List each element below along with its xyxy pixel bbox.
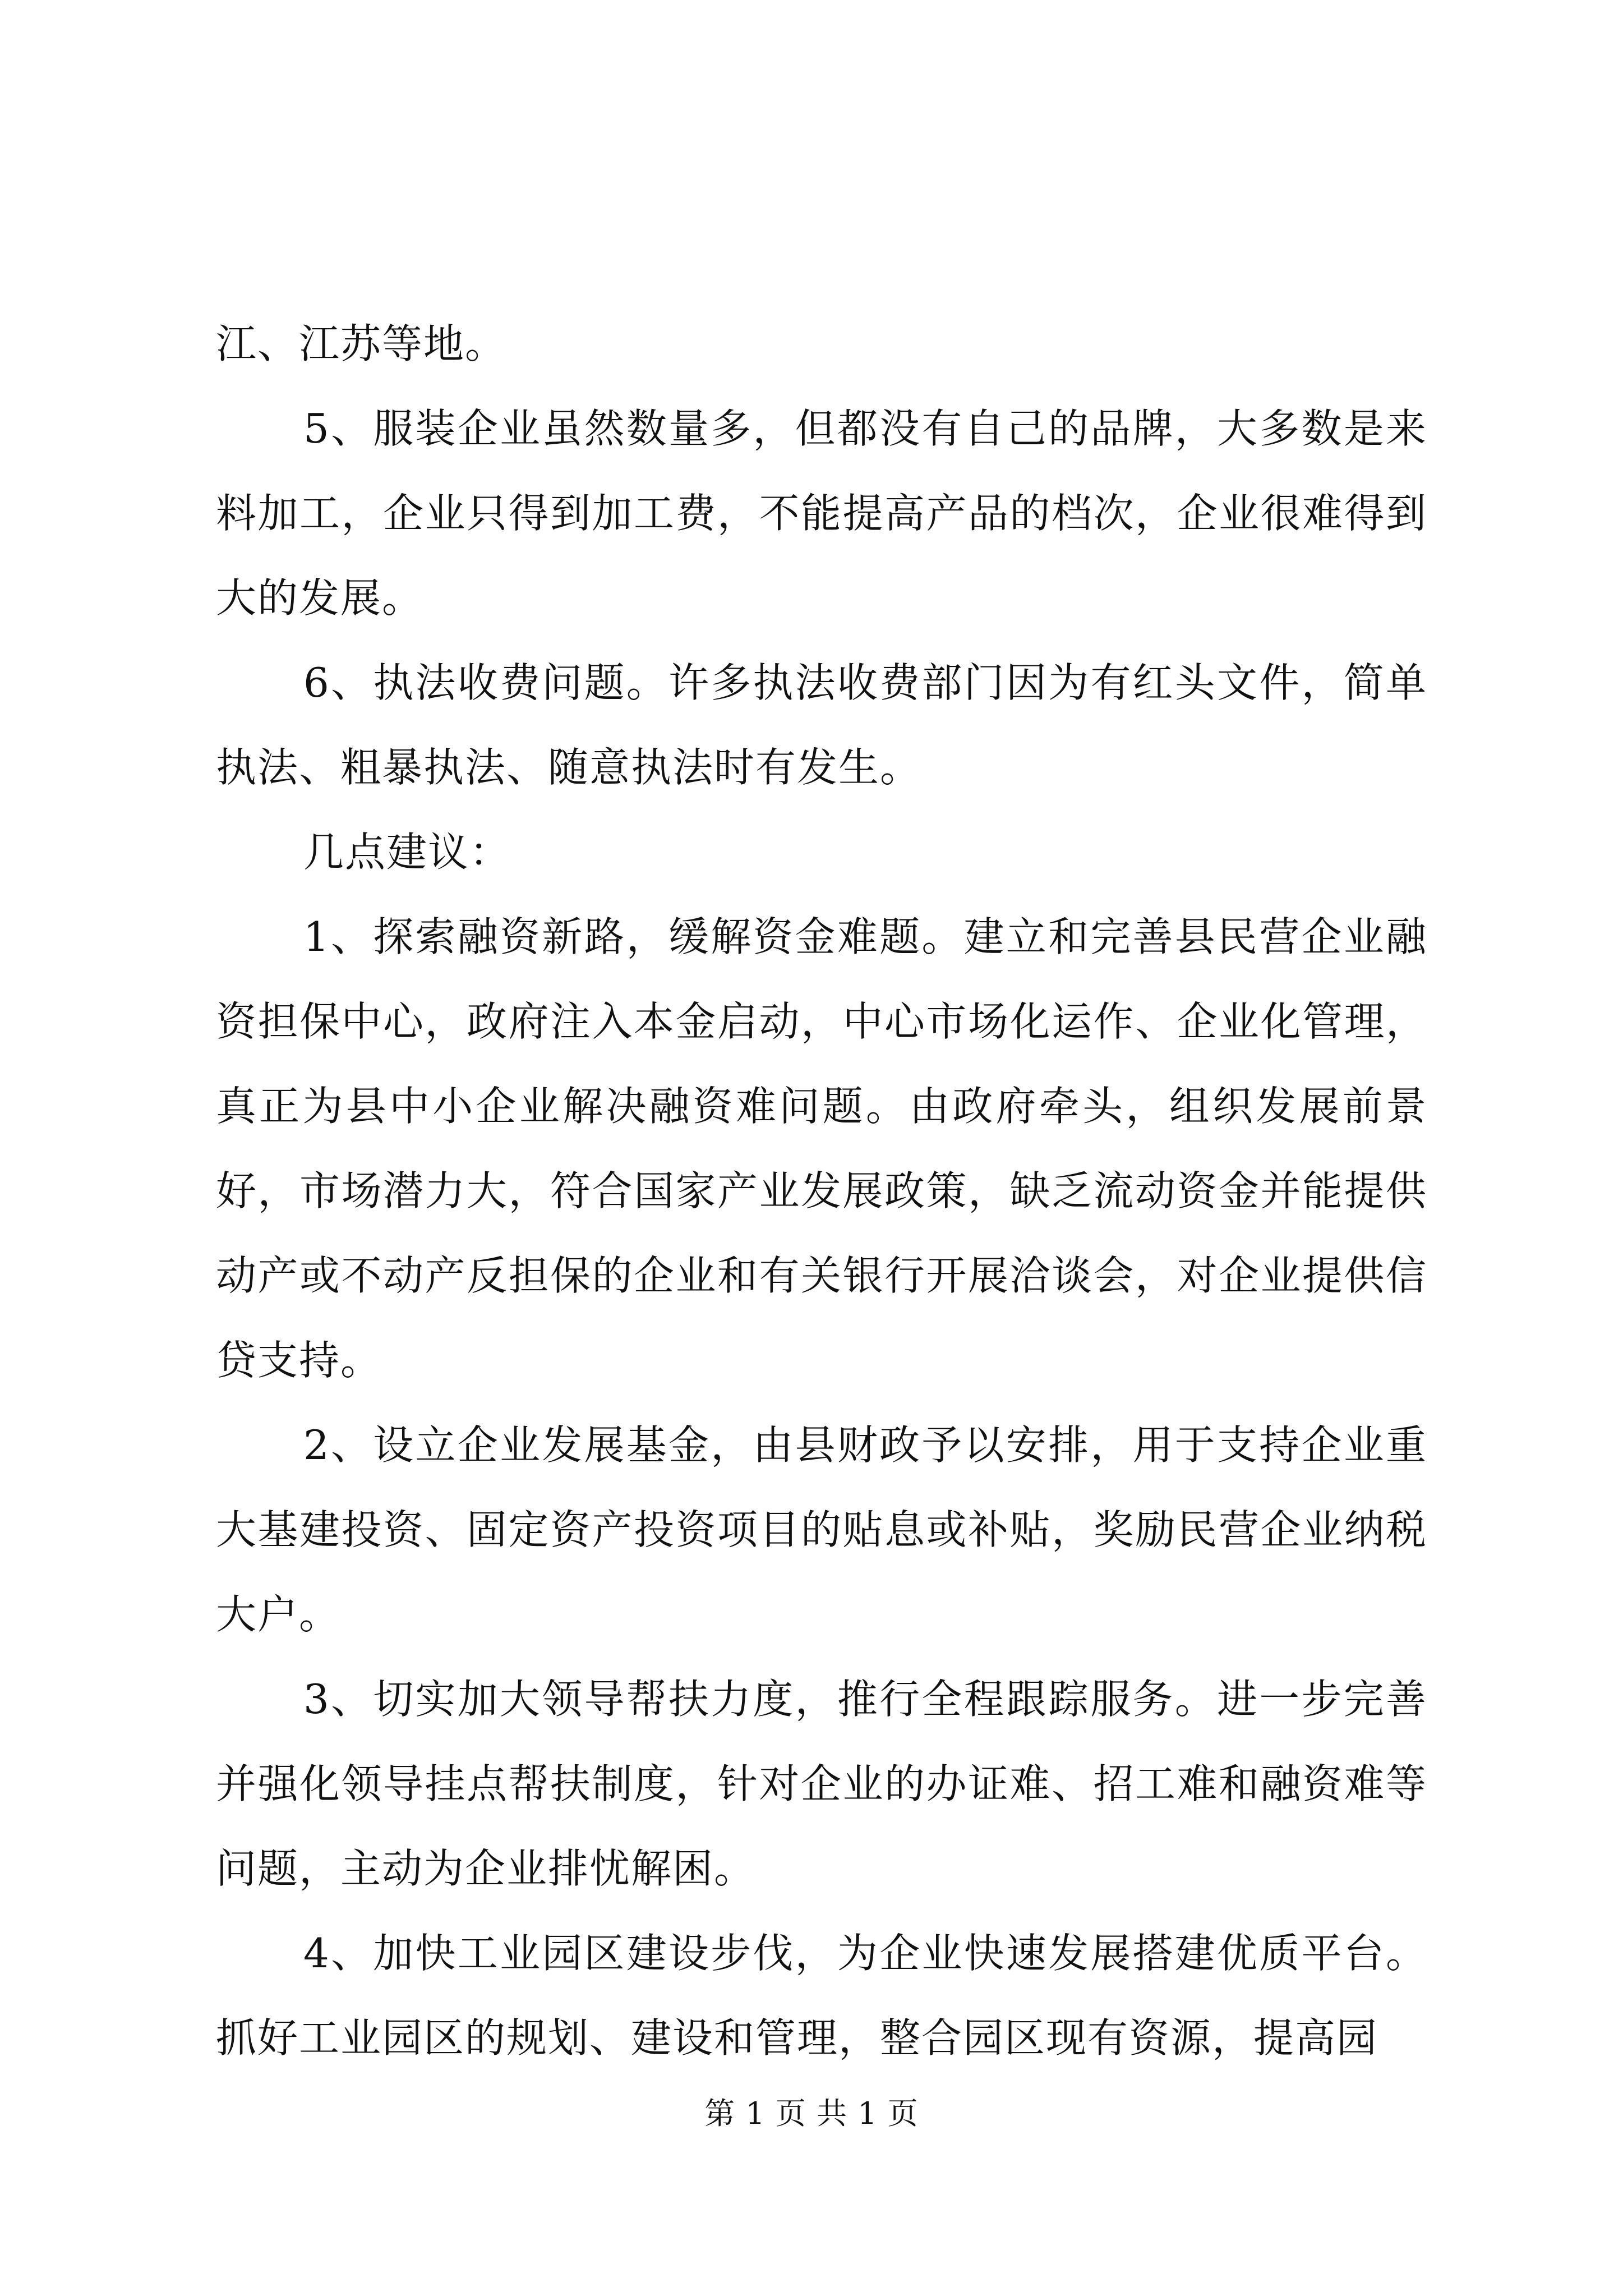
document-body xyxy=(216,302,1427,2081)
paragraph-item-6: 6、执法收费问题。许多执法收费部门因为有红头文件，简单执法、粗暴执法、随意执法时有发生。 xyxy=(216,659,1427,791)
section-heading-suggestions: 几点建议： xyxy=(303,829,511,876)
page-footer: 第 1 页 共 1 页 xyxy=(704,2096,919,2131)
suggestion-item-2: 2、设立企业发展基金，由县财政予以安排，用于支持企业重大基建投资、固定资产投资项目的贴息或补贴，奖励民营企业纳税大户。 xyxy=(216,1421,1427,1638)
suggestion-item-1: 1、探索融资新路，缓解资金难题。建立和完善县民营企业融资担保中心，政府注入本金启动，中心市场化运作、企业化管理，真正为县中小企业解决融资难问题。由政府牵头，组织发展前景好，市场潜力大，符合国家产业发展政策，缺乏流动资金并能提供动产或不动产反担保的企业和有关银行开展洽谈会，对企业提供信贷支持。 xyxy=(216,913,1427,1384)
paragraph-item-5: 5、服装企业虽然数量多，但都没有自己的品牌，大多数是来料加工，企业只得到加工费，不能提高产品的档次，企业很难得到大的发展。 xyxy=(216,405,1427,622)
suggestion-item-3: 3、切实加大领导帮扶力度，推行全程跟踪服务。进一步完善并强化领导挂点帮扶制度，针对企业的办证难、招工难和融资难等问题，主动为企业排忧解困。 xyxy=(216,1676,1427,1892)
suggestion-item-4: 4、加快工业园区建设步伐，为企业快速发展搭建优质平台。抓好工业园区的规划、建设和管理，整合园区现有资源，提高园 xyxy=(216,1930,1427,2062)
paragraph-continuation: 江、江苏等地。 xyxy=(216,320,507,367)
